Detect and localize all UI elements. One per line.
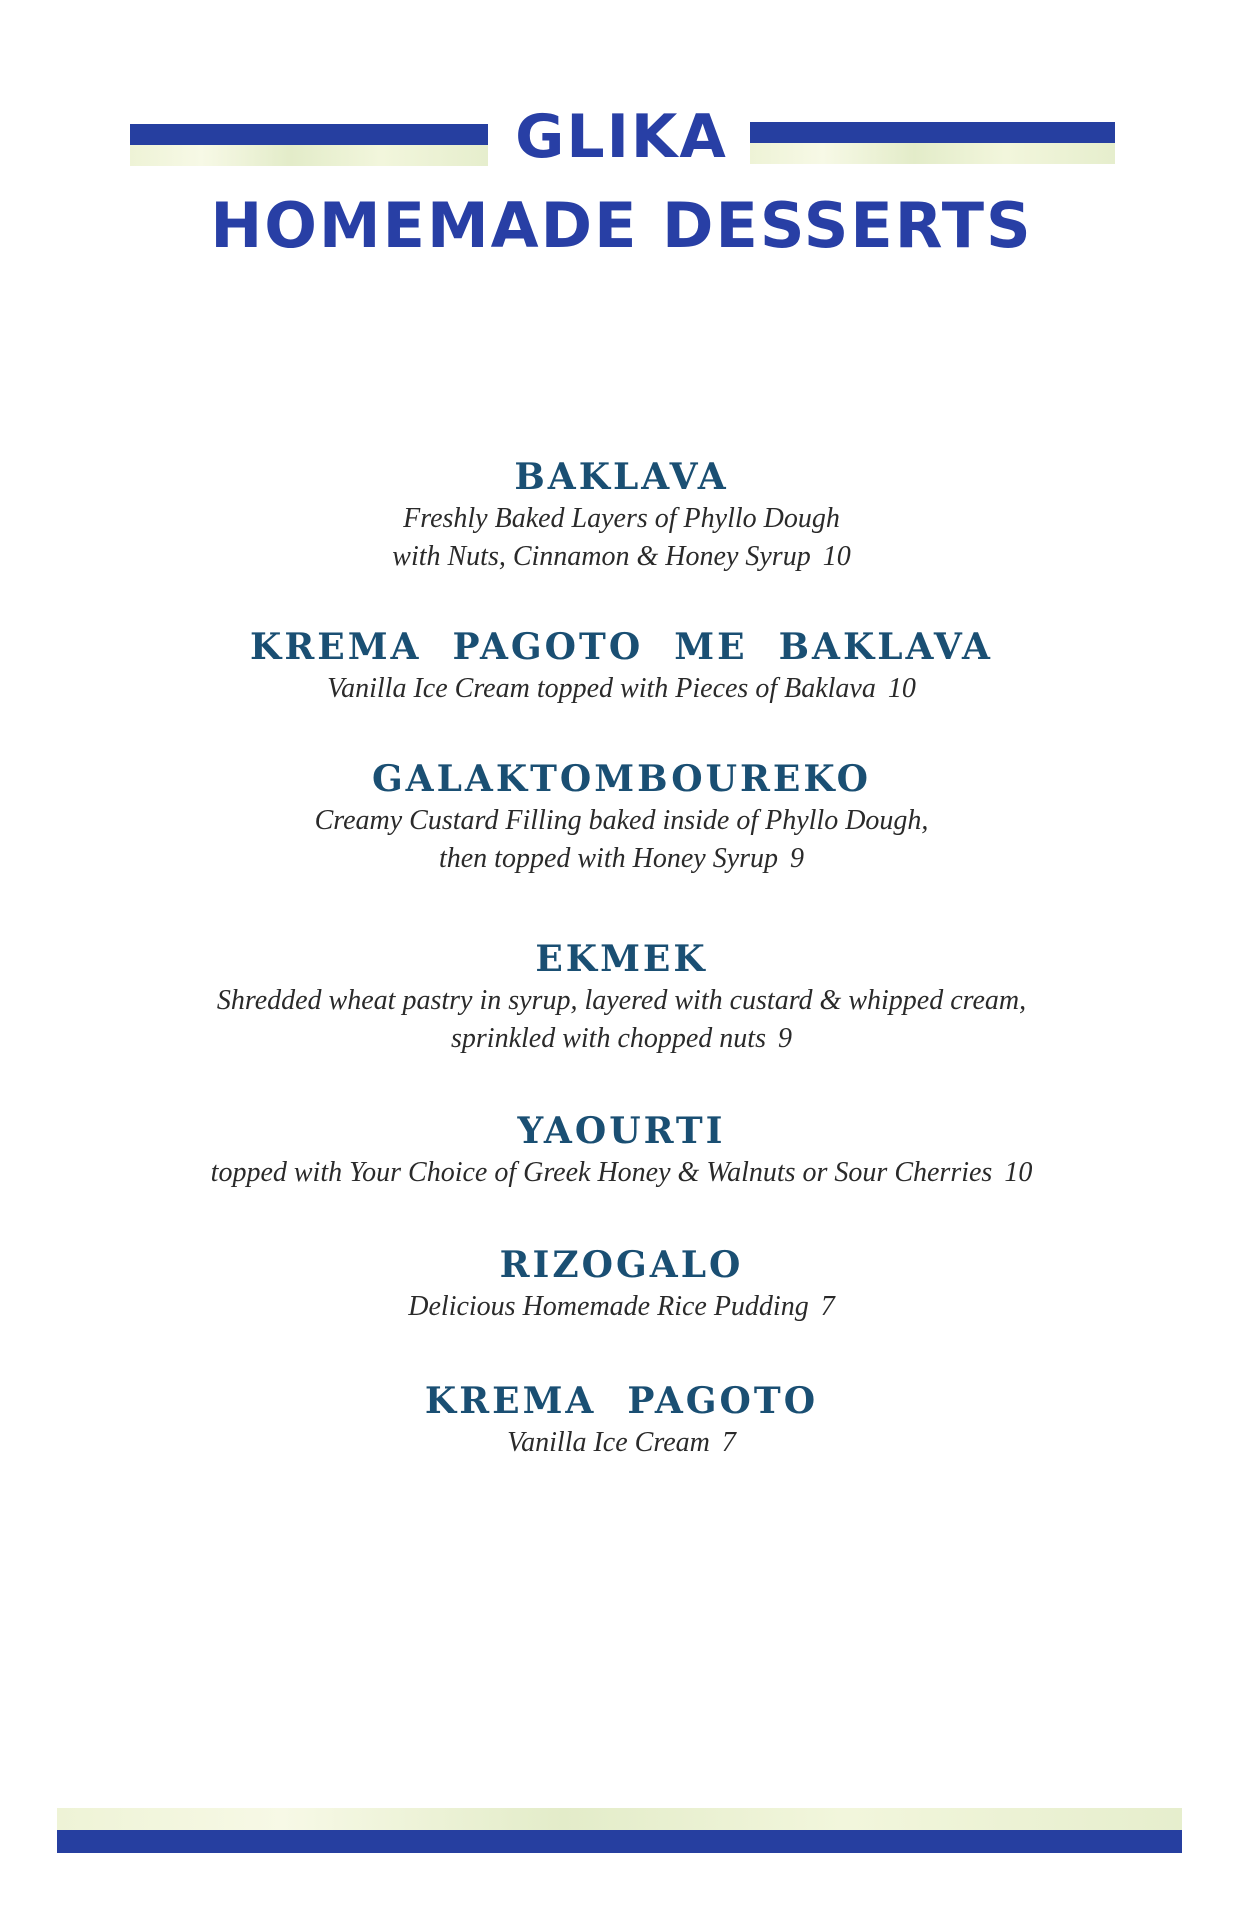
item-price: 10 [887, 673, 916, 704]
item-description-line [0, 1288, 1243, 1326]
item-name: BAKLAVA [514, 456, 729, 498]
item-description-text: Shredded wheat pastry in syrup, layered with custard & whipped cream, [216, 985, 1027, 1016]
band-wash-stripe [57, 1808, 1182, 1830]
item-description-text: Freshly Baked Layers of Phyllo Dough [403, 503, 840, 534]
item-description-line [0, 982, 1243, 1020]
item-description-line [0, 840, 1243, 878]
item-price: 10 [1004, 1157, 1033, 1188]
item-description-text: topped with Your Choice of Greek Honey & Walnuts or Sour Cherries [210, 1157, 993, 1188]
menu-item [0, 454, 1243, 576]
item-description-text: then topped with Honey Syrup [438, 843, 779, 874]
menu-item [0, 1108, 1243, 1192]
item-description-line [0, 500, 1243, 538]
item-description-text: Delicious Homemade Rice Pudding [408, 1291, 809, 1322]
item-price: 10 [822, 541, 851, 572]
dessert-list [0, 454, 1243, 1462]
item-description-line [0, 1020, 1243, 1058]
item-description-line [0, 1424, 1243, 1462]
item-price: 7 [820, 1291, 835, 1322]
footer-band [57, 1808, 1182, 1853]
item-description-line [0, 538, 1243, 576]
item-price: 9 [777, 1023, 792, 1054]
menu-item [0, 624, 1243, 708]
item-price: 7 [721, 1427, 736, 1458]
item-description-text: sprinkled with chopped nuts [451, 1023, 766, 1054]
item-description-line [0, 802, 1243, 840]
item-description-text: with Nuts, Cinnamon & Honey Syrup [392, 541, 811, 572]
menu-item [0, 756, 1243, 878]
item-description-line [0, 1154, 1243, 1192]
menu-title: GLIKA [515, 102, 728, 172]
item-description-text: Creamy Custard Filling baked inside of Phyllo Dough, [314, 805, 929, 836]
item-description-text: Vanilla Ice Cream [507, 1427, 710, 1458]
item-name: KREMA PAGOTO ME BAKLAVA [250, 626, 993, 668]
item-name: EKMEK [535, 938, 708, 980]
item-name: KREMA PAGOTO [424, 1380, 819, 1422]
menu-item [0, 1242, 1243, 1326]
item-price: 9 [790, 843, 805, 874]
item-description-line [0, 670, 1243, 708]
menu-subtitle: HOMEMADE DESSERTS [210, 189, 1033, 262]
item-name: RIZOGALO [499, 1244, 744, 1286]
band-blue-stripe [57, 1830, 1182, 1853]
menu-item [0, 1378, 1243, 1462]
item-name: YAOURTI [517, 1110, 726, 1152]
item-description-text: Vanilla Ice Cream topped with Pieces of Baklava [327, 673, 876, 704]
menu-item [0, 936, 1243, 1058]
item-name: GALAKTOMBOUREKO [371, 758, 872, 800]
